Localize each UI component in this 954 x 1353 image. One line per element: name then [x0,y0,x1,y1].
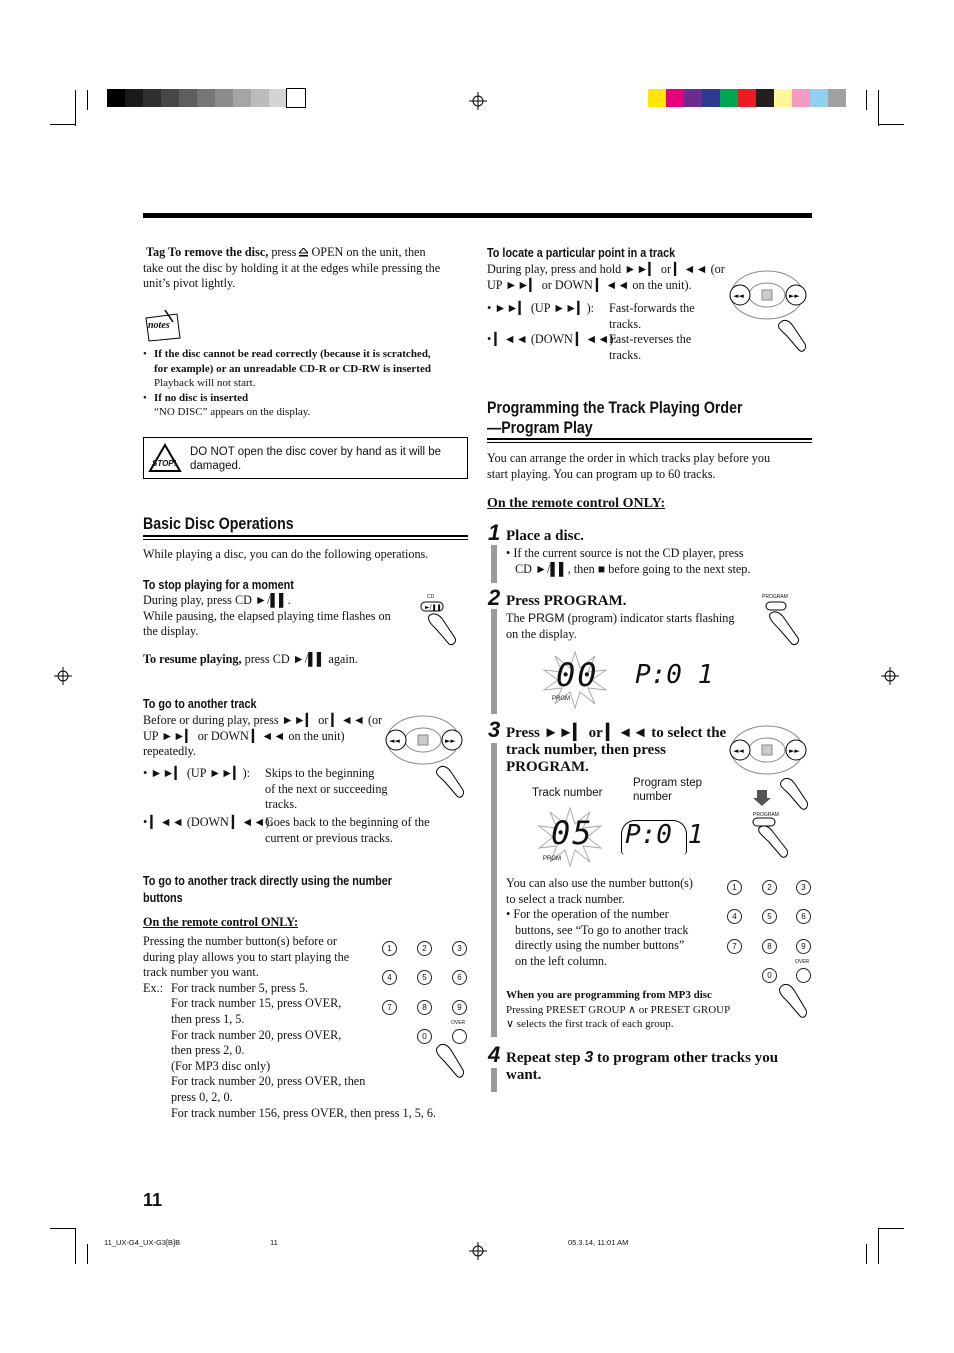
number-button-7: 7 [727,939,742,954]
color-swatch [161,89,179,107]
svg-text:◄◄: ◄◄ [733,292,744,300]
color-swatch [197,89,215,107]
remote-only-label: On the remote control ONLY: [143,915,299,929]
svg-text:►►: ►► [789,747,800,755]
step-title-4: Repeat step 3 to program other tracks you want. [506,1049,779,1083]
step-title-1: Place a disc. [506,528,584,544]
crop-mark [50,124,76,125]
registration-target-icon [54,667,72,685]
stop-playing-text: During play, press CD ►/▌▌. While pausing, the elapsed playing time flashes on the display. To resume playing, press CD ►/▌▌ again. [143,593,391,666]
number-button-8: 8 [762,939,777,954]
registration-target-icon [881,667,899,685]
track-number-label: Track number [532,787,603,799]
color-swatch [143,89,161,107]
color-swatch [792,89,810,107]
skip-buttons-illustration [385,710,467,802]
footer-filename: 11_UX-G4_UX-G3[B]B [104,1238,181,1247]
svg-text:►►: ►► [445,737,456,745]
another-track-text: Before or during play, press ►►▎ or ▎◄◄ (or UP ►►▎ or DOWN ▎◄◄ on the unit) repeatedly. [143,713,383,759]
number-button-3: 3 [452,941,467,956]
mp3-note: When you are programming from MP3 disc Pressing PRESET GROUP ∧ or PRESET GROUP ∨ selects the first track of each group. [506,989,731,1031]
color-swatch [702,89,720,107]
section-title-basic-disc-operations: Basic Disc Operations [143,515,294,533]
color-swatch [666,89,684,107]
number-button-5: 5 [417,970,432,985]
crop-mark [878,124,904,125]
stop-warning-icon: STOP! [148,443,182,473]
list-item: • ▎◄◄ (DOWN ▎◄◄): Goes back to the beginning of the current or previous tracks. [143,815,430,845]
color-swatch [756,89,774,107]
remove-disc-paragraph: Tag To remove the disc, press OPEN on the unit, then take out the disc by holding it at the edges while pressing the unit’s pivot lightly. [143,245,441,291]
number-button-0: 0 [417,1029,432,1044]
color-swatch [107,89,125,107]
color-swatch [774,89,792,107]
section-rule [143,539,468,540]
section-rule [143,535,468,537]
color-swatch [828,89,846,107]
step-title-2: Press PROGRAM. [506,593,627,609]
caution-box [143,437,468,479]
notes-list [143,347,463,420]
skip-buttons-illustration [729,262,811,357]
direct-number-text: Pressing the number button(s) before or during play allows you to start playing the track number you want. Ex.: For track number 5, press 5. For track number 15, press OVER, then press 1, 5. For track number 20, press OVER, then press 2, 0. (For MP3 disc only) For track number 20, press OVER, then press 0, 2, 0. For track number 156, press OVER, then press 1, 5, 6. [143,934,437,1120]
crop-mark [866,1244,867,1264]
number-button-6: 6 [452,970,467,985]
registration-target-icon [469,92,487,110]
section-title-program-play: Programming the Track Playing Order —Program Play [487,399,743,437]
top-rule [143,213,812,218]
over-label: OVER [795,959,810,965]
number-button-9: 9 [796,939,811,954]
color-swatch [251,89,269,107]
locate-point-list [487,301,727,363]
program-intro: You can arrange the order in which tracks play before you start playing. You can program up to 60 tracks. [487,451,771,481]
step-3-number-text: You can also use the number button(s) to select a track number. • For the operation of the number buttons, see “To go to another track directly using the number buttons” on the left column. [506,876,693,968]
number-button-4: 4 [382,970,397,985]
step-2-text: The PRGM (program) indicator starts flashing on the display. [506,611,735,641]
number-button-9: 9 [452,1000,467,1015]
locate-point-text: During play, press and hold ►►▎ or ▎◄◄ (or UP ►►▎ or DOWN ▎◄◄ on the unit). [487,262,725,292]
number-button-4: 4 [727,909,742,924]
finger-icon [431,1040,471,1085]
color-swatch [179,89,197,107]
svg-text:►/❚❚: ►/❚❚ [425,604,442,611]
color-swatch [720,89,738,107]
prgm-indicator: PRGM [543,856,561,862]
step-number-2: 2 [488,585,501,610]
color-swatch [215,89,233,107]
color-swatch [738,89,756,107]
crop-mark [75,90,76,126]
cd-play-pause-button-illustration: CD ►/❚❚ [415,594,465,649]
lcd-display-step-3 [535,806,705,868]
over-label: OVER [451,1020,466,1026]
crop-mark [87,1244,88,1264]
prgm-indicator: PRGM [552,696,570,702]
color-swatch [648,89,666,107]
color-swatch [287,89,305,107]
list-item: • ►►▎ (UP ►►▎): Fast-forwards the tracks. [487,301,695,331]
section-rule [487,438,812,440]
color-swatch [233,89,251,107]
list-item: • ▎◄◄ (DOWN ▎◄◄): Fast-reverses the tracks. [487,332,692,362]
skip-and-program-illustration [729,718,811,863]
number-button-3: 3 [796,880,811,895]
svg-text:◄◄: ◄◄ [389,737,400,745]
crop-mark [878,1228,904,1229]
program-step-label: Program step number [633,777,703,803]
color-swatch [125,89,143,107]
number-keypad-illustration [381,940,471,1085]
footer-page: 11 [270,1238,278,1247]
number-button-0: 0 [762,968,777,983]
crop-mark [50,1228,76,1229]
remote-only-label: On the remote control ONLY: [487,496,666,511]
step-number-1: 1 [488,520,501,545]
step-title-3: Press ►►▎ or ▎◄◄ to select the track number, then press PROGRAM. [506,725,727,775]
subheading-stop-playing: To stop playing for a moment [143,578,294,592]
step-1-text: • If the current source is not the CD player, press CD ►/▌▌, then ■ before going to the next step. [506,546,751,576]
step-number-3: 3 [488,717,501,742]
registration-target-icon [469,1242,487,1260]
number-button-1: 1 [382,941,397,956]
number-button-2: 2 [762,880,777,895]
subheading-locate-point: To locate a particular point in a track [487,246,676,260]
program-button-illustration: PROGRAM [760,594,810,649]
footer-date: 05.3.14, 11:01 AM [568,1238,629,1247]
note-item: • If the disc cannot be read correctly (because it is scratched, for example) or an unreadable CD-R or CD-RW is inserted Playback will not start. [143,348,431,390]
crop-mark [878,90,879,126]
crop-mark [75,1228,76,1264]
subheading-direct-number: To go to another track directly using the number buttons [143,874,392,905]
note-item: • If no disc is inserted “NO DISC” appears on the display. [143,391,311,419]
notes-icon [143,308,183,342]
crop-mark [866,90,867,110]
number-button-5: 5 [762,909,777,924]
notes-label: notes [148,320,170,331]
crop-mark [878,1228,879,1264]
page-number: 11 [143,1190,163,1210]
step-bar [491,609,497,714]
step-bar [491,545,497,583]
number-button-2: 2 [417,941,432,956]
finger-icon [774,980,814,1025]
crop-mark [87,90,88,110]
program-button-label: PROGRAM [753,812,779,818]
svg-text:►►: ►► [789,292,800,300]
section-rule [487,442,812,443]
list-item: • ►►▎ (UP ►►▎): Skips to the beginning of the next or succeeding tracks. [143,766,388,812]
lcd-track-number: 00 [556,656,599,694]
lcd-display-step-2 [540,650,714,710]
step-bar [491,1068,497,1092]
number-button-8: 8 [417,1000,432,1015]
subheading-another-track: To go to another track [143,697,257,711]
color-swatch [684,89,702,107]
number-button-6: 6 [796,909,811,924]
basic-ops-intro: While playing a disc, you can do the following operations. [143,547,429,561]
lcd-program-step: P:0 1 [635,660,714,690]
color-swatch [810,89,828,107]
step-bar [491,743,497,1037]
svg-text:◄◄: ◄◄ [733,747,744,755]
color-swatch [269,89,287,107]
number-button-1: 1 [727,880,742,895]
step-number-4: 4 [488,1042,501,1067]
lcd-track-number: 05 [551,814,594,852]
caution-text: DO NOT open the disc cover by hand as it will be damaged. [190,446,441,472]
lcd-program-step: P:0 1 [625,820,704,850]
number-button-7: 7 [382,1000,397,1015]
